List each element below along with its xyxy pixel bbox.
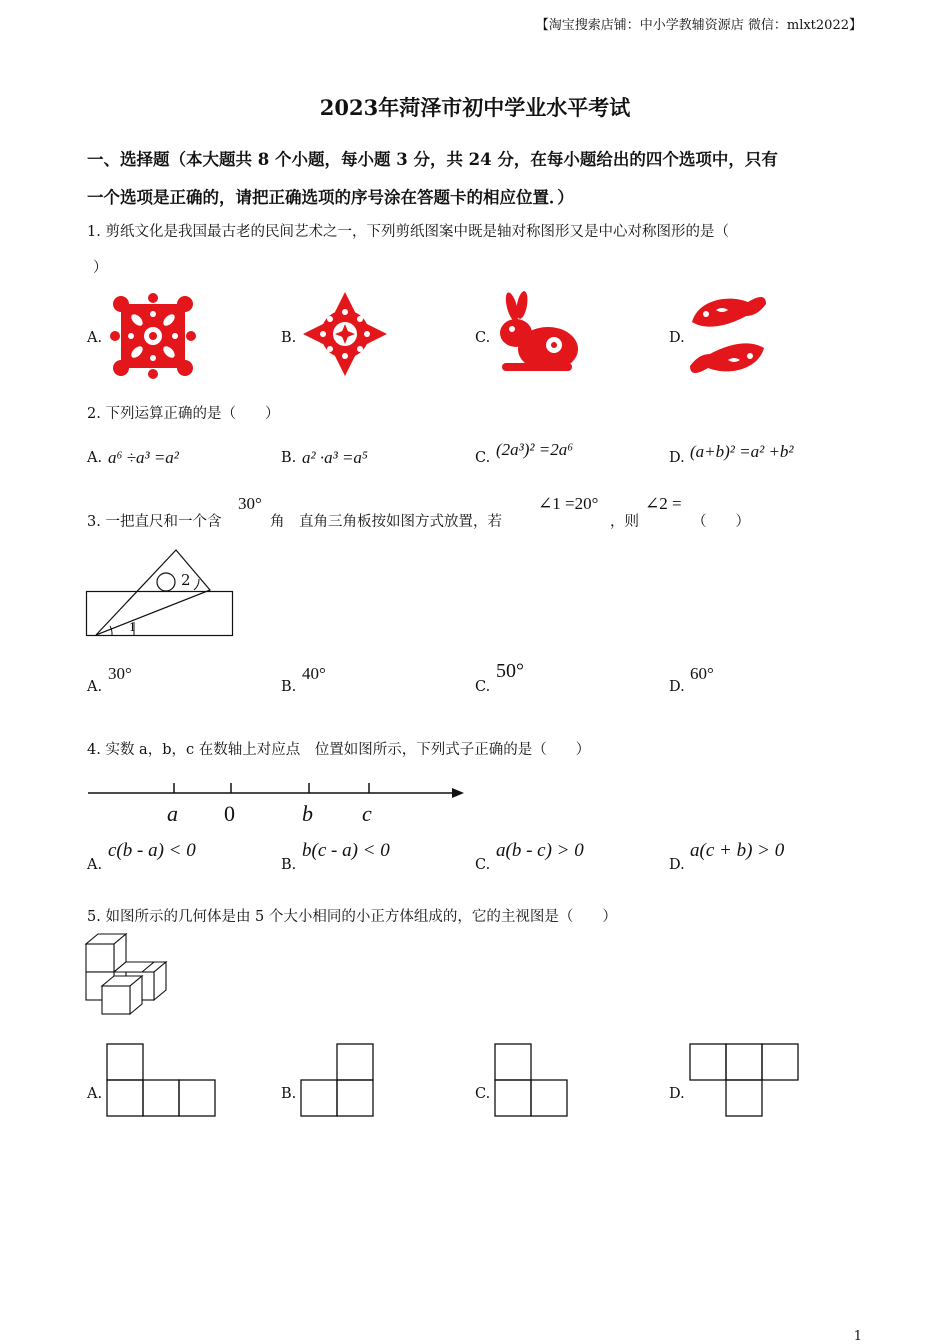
q4-option-b-label: B. <box>281 857 297 873</box>
q3-condition: ∠1 =20° <box>538 494 599 513</box>
q4-axis-label-0: 0 <box>224 801 235 826</box>
q1-option-d-label: D. <box>669 330 685 346</box>
q5-stem: 5. 如图所示的几何体是由 5 个大小相同的小正方体组成的，它的主视图是（ ） <box>87 909 617 925</box>
q3-option-a-value: 30° <box>108 664 132 683</box>
q2-stem: 2. 下列运算正确的是（ ） <box>87 406 280 422</box>
q5-view-a <box>106 1043 216 1117</box>
q3-ruler-triangle-figure <box>86 550 236 640</box>
q5-option-d-label: D. <box>669 1086 685 1102</box>
page-title: 2023年菏泽市初中学业水平考试 <box>319 95 631 120</box>
q3-option-d-value: 60° <box>690 664 714 683</box>
q5-cube-solid-figure <box>84 932 184 1016</box>
q5-option-b-label: B. <box>281 1086 297 1102</box>
q5-option-c-label: C. <box>475 1086 491 1102</box>
q3-option-d-label: D. <box>669 679 685 695</box>
q3-figure-label-2: 2 <box>181 571 191 589</box>
q2-option-c-expr: (2a³)² =2a⁶ <box>496 440 574 459</box>
q4-option-d-expr: a(c + b) > 0 <box>690 840 785 861</box>
q2-option-b-label: B. <box>281 450 297 466</box>
q3-option-c-value: 50° <box>496 660 524 682</box>
q2-option-a-label: A. <box>87 450 103 466</box>
q5-view-d <box>689 1043 799 1117</box>
q4-axis-label-c: c <box>362 801 372 826</box>
q3-angle30: 30° <box>238 494 262 513</box>
q4-option-d-label: D. <box>669 857 685 873</box>
q3-stem-part3: ，则 <box>610 514 639 530</box>
q3-paren: （ ） <box>692 514 750 530</box>
q1-stem: 1. 剪纸文化是我国最古老的民间艺术之一，下列剪纸图案中既是轴对称图形又是中心对称图形的是（ <box>87 224 729 240</box>
q1-option-b-label: B. <box>281 330 297 346</box>
section-heading-line1: 一、选择题（本大题共 8 个小题，每小题 3 分，共 24 分，在每小题给出的四个选项中，只有 <box>87 150 778 169</box>
q4-option-a-label: A. <box>87 857 103 873</box>
q4-option-c-expr: a(b - c) > 0 <box>496 840 584 861</box>
q2-option-d-label: D. <box>669 450 685 466</box>
q1-papercut-b <box>303 292 387 376</box>
q2-option-a-expr: a⁶ ÷a³ =a² <box>108 448 179 467</box>
q2-option-c-label: C. <box>475 450 491 466</box>
q3-option-c-label: C. <box>475 679 491 695</box>
section-heading-line2: 一个选项是正确的，请把正确选项的序号涂在答题卡的相应位置．） <box>87 188 574 207</box>
q1-option-a-label: A. <box>87 330 103 346</box>
q4-option-b-expr: b(c - a) < 0 <box>302 840 390 861</box>
q3-option-a-label: A. <box>87 679 103 695</box>
q3-figure-label-1: 1 <box>129 621 136 634</box>
q4-number-line <box>88 780 468 806</box>
q3-stem-part2: 角 直角三角板按如图方式放置，若 <box>270 514 502 530</box>
q4-option-c-label: C. <box>475 857 491 873</box>
q1-papercut-d-fish <box>688 292 768 378</box>
q4-stem: 4. 实数 a，b，c 在数轴上对应点 位置如图所示，下列式子正确的是（ ） <box>87 742 591 758</box>
q4-axis-label-b: b <box>302 801 313 826</box>
q1-papercut-c-rabbit <box>492 293 580 377</box>
q2-option-d-expr: (a+b)² =a² +b² <box>690 442 794 461</box>
header-note: 【淘宝搜索店铺：中小学教辅资源店 微信：mlxt2022】 <box>535 18 862 33</box>
q5-view-b <box>300 1043 374 1117</box>
page-number: 1 <box>853 1329 862 1344</box>
q1-stem-end: ） <box>93 260 108 276</box>
q1-papercut-a <box>113 296 193 376</box>
q3-ask: ∠2 = <box>645 494 682 513</box>
q3-stem-part1: 3. 一把直尺和一个含 <box>87 514 222 530</box>
q5-view-c <box>494 1043 568 1117</box>
q1-option-c-label: C. <box>475 330 491 346</box>
q5-option-a-label: A. <box>87 1086 103 1102</box>
q3-option-b-value: 40° <box>302 664 326 683</box>
q3-option-b-label: B. <box>281 679 297 695</box>
q2-option-b-expr: a² ·a³ =a⁵ <box>302 448 368 467</box>
q4-option-a-expr: c(b - a) < 0 <box>108 840 196 861</box>
q4-axis-label-a: a <box>167 801 178 826</box>
